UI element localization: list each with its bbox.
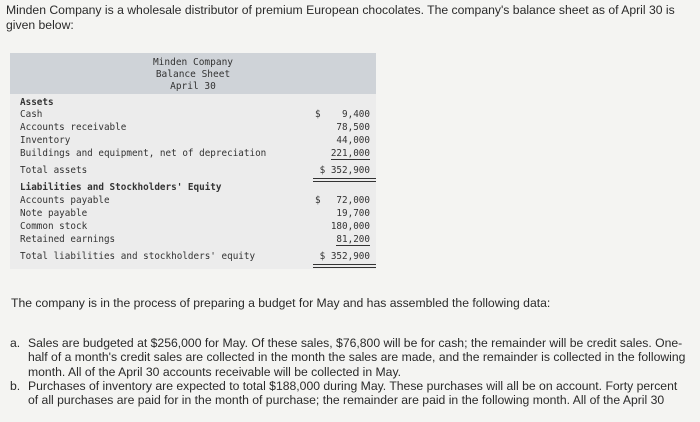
balance-sheet [10, 53, 376, 269]
row-amount: 180,000 [330, 221, 370, 232]
company-name: Minden Company [152, 57, 234, 68]
row-amount: 9,400 [342, 109, 370, 120]
row-label: Accounts receivable [20, 122, 127, 133]
budget-intro: The company is in the process of preparing a budget for May and has assembled the following data: [11, 296, 551, 310]
row-amount: 81,200 [336, 234, 370, 245]
row-label: Accounts payable [20, 195, 110, 206]
budget-data-list [10, 336, 690, 407]
row-amount: 44,000 [336, 135, 370, 146]
row-amount: 19,700 [336, 208, 370, 219]
row-label: Buildings and equipment, net of depreciation [20, 148, 267, 159]
row-label: Common stock [20, 221, 88, 232]
total-liabilities-row [20, 251, 370, 264]
total-liabilities-label: Total liabilities and stockholders' equity [20, 251, 256, 262]
total-assets-amount: $ 352,900 [319, 165, 370, 176]
list-item [10, 379, 690, 408]
table-row [20, 234, 370, 247]
table-row [20, 122, 370, 135]
table-row [20, 148, 370, 161]
statement-date: April 30 [170, 81, 216, 92]
row-amount: 72,000 [336, 195, 370, 206]
statement-title: Balance Sheet [155, 69, 231, 80]
balance-sheet-header [10, 53, 376, 94]
item-text: Purchases of inventory are expected to total $188,000 during May. These purchases will all be on account. Forty percent of all purchases are paid for in the month of purchase; the remainder are paid in the following month. All of the April 30 [28, 378, 678, 408]
row-label: Cash [20, 109, 43, 120]
table-row [20, 221, 370, 234]
item-text: Sales are budgeted at $256,000 for May. Of these sales, $76,800 will be for cash; the remainder will be credit sales. One-half of a month's credit sales are collected in the month the sales are made, and the remainder is collected in the following month. All of the April 30 accounts receivable will be collected in May. [28, 336, 686, 379]
table-row [20, 109, 370, 122]
table-row [20, 195, 370, 208]
total-assets-label: Total assets [20, 165, 88, 176]
intro-paragraph: Minden Company is a wholesale distributor of premium European chocolates. The company's balance sheet as of April 30 is given below: [6, 3, 675, 32]
row-label: Note payable [20, 208, 88, 219]
row-amount: 78,500 [336, 122, 370, 133]
row-label: Inventory [20, 135, 71, 146]
total-liabilities-amount: $ 352,900 [319, 251, 370, 262]
list-item [10, 336, 690, 379]
dollar-sign: $ [315, 195, 321, 206]
liabilities-heading: Liabilities and Stockholders' Equity [20, 182, 222, 193]
item-marker: a. [10, 336, 21, 350]
dollar-sign: $ [315, 109, 321, 120]
table-row [20, 208, 370, 221]
total-assets-row [20, 165, 370, 178]
row-label: Retained earnings [20, 234, 116, 245]
row-amount: 221,000 [330, 148, 370, 159]
double-underline [313, 264, 376, 268]
liabilities-heading-row [20, 182, 370, 195]
item-marker: b. [10, 378, 21, 393]
assets-heading: Assets [20, 97, 54, 108]
table-row [20, 135, 370, 148]
